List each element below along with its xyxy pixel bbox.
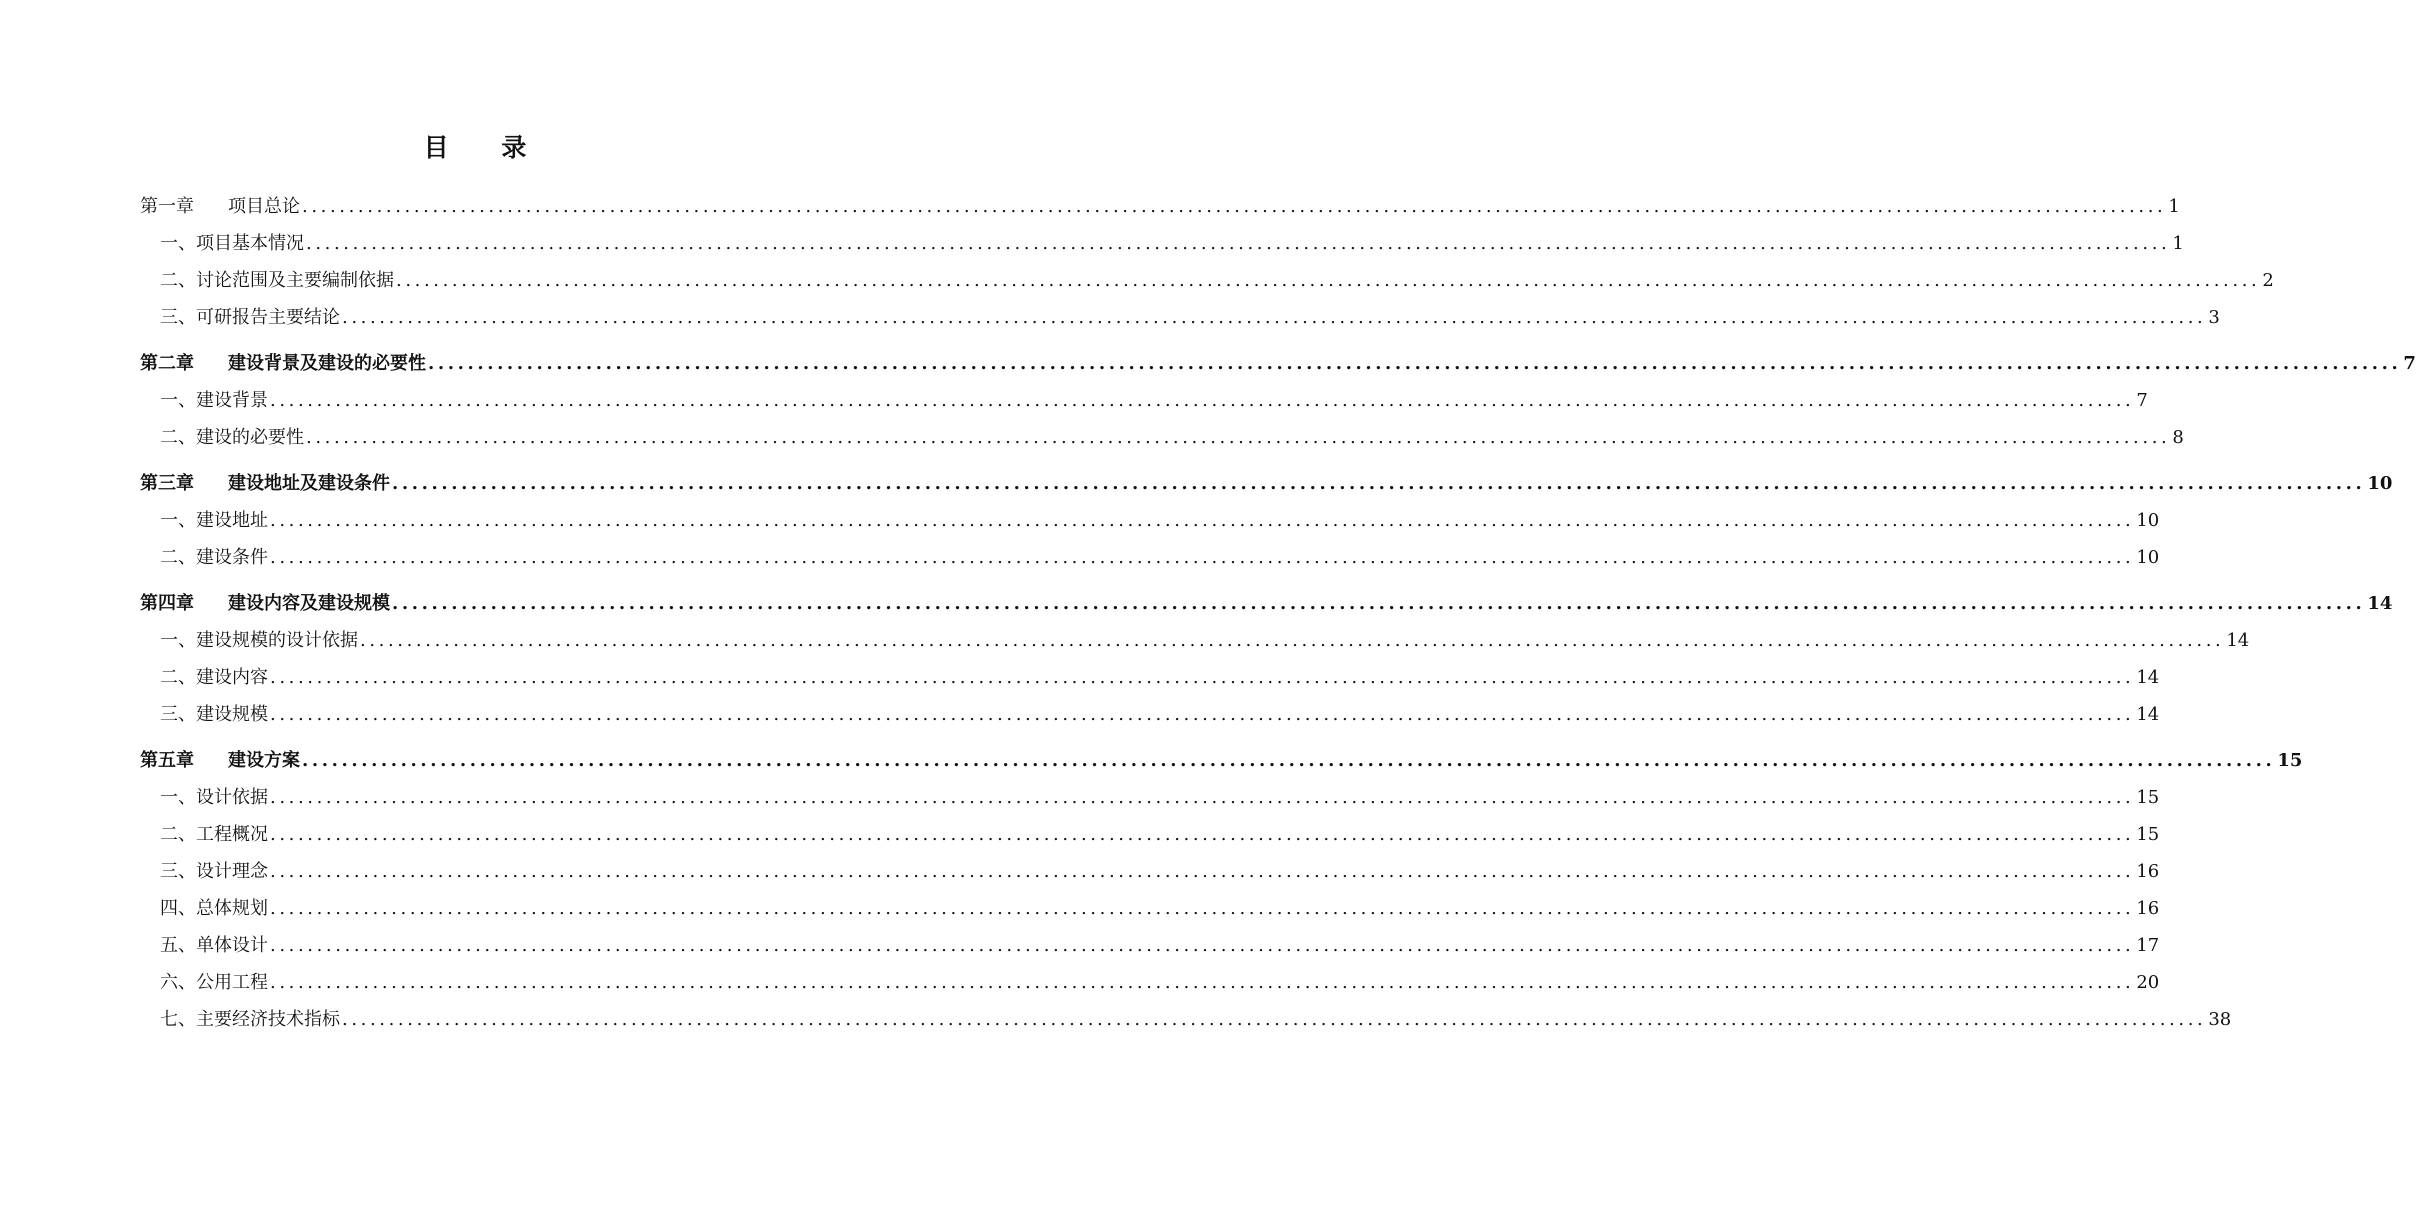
page-number: 15 <box>2277 750 2303 771</box>
toc-section-entry[interactable] <box>140 303 2220 340</box>
entry-title: 六、公用工程 <box>160 972 268 993</box>
toc-section-entry[interactable] <box>140 894 2160 931</box>
entry-title: 一、建设地址 <box>160 510 268 531</box>
toc-section-entry[interactable] <box>140 931 2160 968</box>
toc-entry-label <box>160 931 268 957</box>
toc-entry-label <box>140 349 426 375</box>
dot-leader: ........................................................................................................................................................................................................ <box>302 196 2167 217</box>
toc-chapter-entry[interactable] <box>140 469 2393 506</box>
entry-title: 二、建设内容 <box>160 667 268 688</box>
dot-leader: ........................................................................................................................................................................................................ <box>270 861 2135 882</box>
toc-chapter-entry[interactable] <box>140 589 2393 626</box>
dot-leader: ........................................................................................................................................................................................................ <box>270 935 2135 956</box>
toc-section-entry[interactable] <box>140 543 2160 580</box>
entry-title: 一、项目基本情况 <box>160 233 304 254</box>
toc-entry-label <box>140 746 300 772</box>
toc-section-entry[interactable] <box>140 820 2160 857</box>
entry-title: 建设内容及建设规模 <box>228 593 390 614</box>
page-number: 3 <box>2208 307 2220 328</box>
toc-section-entry[interactable] <box>140 1005 2232 1042</box>
entry-title: 二、建设的必要性 <box>160 427 304 448</box>
dot-leader: ........................................................................................................................................................................................................ <box>342 1009 2207 1030</box>
page-number: 20 <box>2136 972 2160 993</box>
chapter-number: 第二章 <box>140 353 194 374</box>
table-of-contents <box>140 192 2416 1042</box>
entry-title: 建设方案 <box>228 750 300 771</box>
dot-leader: ........................................................................................................................................................................................................ <box>270 787 2135 808</box>
toc-entry-label <box>160 857 268 883</box>
toc-entry-label <box>140 469 390 495</box>
toc-chapter-entry[interactable] <box>140 746 2303 783</box>
entry-title: 二、建设条件 <box>160 547 268 568</box>
toc-entry-label <box>140 192 300 218</box>
page-number: 7 <box>2136 390 2148 411</box>
toc-entry-label <box>160 626 358 652</box>
entry-title: 三、可研报告主要结论 <box>160 307 340 328</box>
page-number: 10 <box>2136 547 2160 568</box>
toc-section-entry[interactable] <box>140 266 2274 303</box>
page-number: 16 <box>2136 898 2160 919</box>
dot-leader: ........................................................................................................................................................................................................ <box>396 270 2261 291</box>
toc-entry-label <box>160 543 268 569</box>
toc-section-entry[interactable] <box>140 423 2184 460</box>
toc-title: 目 录 <box>423 133 549 162</box>
toc-section-entry[interactable] <box>140 229 2184 266</box>
toc-entry-label <box>160 968 268 994</box>
dot-leader: ........................................................................................................................................................................................................ <box>270 510 2135 531</box>
page-number: 38 <box>2208 1009 2232 1030</box>
entry-title: 三、建设规模 <box>160 704 268 725</box>
dot-leader: ........................................................................................................................................................................................................ <box>302 750 2276 771</box>
page-number: 8 <box>2172 427 2184 448</box>
toc-entry-label <box>160 1005 340 1031</box>
page-number: 14 <box>2136 667 2160 688</box>
toc-entry-label <box>160 820 268 846</box>
dot-leader: ........................................................................................................................................................................................................ <box>392 473 2366 494</box>
entry-title: 建设地址及建设条件 <box>228 473 390 494</box>
page-number: 17 <box>2136 935 2160 956</box>
page-number: 10 <box>2367 473 2393 494</box>
toc-entry-label <box>160 423 304 449</box>
page-number: 14 <box>2136 704 2160 725</box>
dot-leader: ........................................................................................................................................................................................................ <box>270 390 2135 411</box>
entry-title: 三、设计理念 <box>160 861 268 882</box>
page-number: 10 <box>2136 510 2160 531</box>
page-number: 16 <box>2136 861 2160 882</box>
toc-entry-label <box>160 266 394 292</box>
dot-leader: ........................................................................................................................................................................................................ <box>342 307 2207 328</box>
page-number: 15 <box>2136 824 2160 845</box>
page-number: 15 <box>2136 787 2160 808</box>
dot-leader: ........................................................................................................................................................................................................ <box>270 667 2135 688</box>
toc-entry-label <box>160 783 268 809</box>
toc-entry-label <box>160 894 268 920</box>
dot-leader: ........................................................................................................................................................................................................ <box>360 630 2225 651</box>
chapter-number: 第一章 <box>140 196 194 217</box>
toc-section-entry[interactable] <box>140 506 2160 543</box>
toc-section-entry[interactable] <box>140 626 2250 663</box>
entry-title: 项目总论 <box>228 196 300 217</box>
dot-leader: ........................................................................................................................................................................................................ <box>270 824 2135 845</box>
chapter-number: 第五章 <box>140 750 194 771</box>
entry-title: 一、建设背景 <box>160 390 268 411</box>
toc-section-entry[interactable] <box>140 968 2160 1005</box>
toc-section-entry[interactable] <box>140 857 2160 894</box>
toc-section-entry[interactable] <box>140 783 2160 820</box>
dot-leader: ........................................................................................................................................................................................................ <box>270 898 2135 919</box>
dot-leader: ........................................................................................................................................................................................................ <box>428 353 2402 374</box>
entry-title: 二、讨论范围及主要编制依据 <box>160 270 394 291</box>
toc-chapter-entry[interactable] <box>140 192 2180 229</box>
page-number: 14 <box>2367 593 2393 614</box>
chapter-number: 第四章 <box>140 593 194 614</box>
toc-entry-label <box>160 229 304 255</box>
toc-entry-label <box>160 700 268 726</box>
toc-section-entry[interactable] <box>140 700 2160 737</box>
page-number: 7 <box>2403 353 2416 374</box>
entry-title: 建设背景及建设的必要性 <box>228 353 426 374</box>
toc-entry-label <box>160 386 268 412</box>
entry-title: 五、单体设计 <box>160 935 268 956</box>
toc-entry-label <box>160 506 268 532</box>
dot-leader: ........................................................................................................................................................................................................ <box>392 593 2366 614</box>
dot-leader: ........................................................................................................................................................................................................ <box>306 233 2171 254</box>
toc-entry-label <box>160 303 340 329</box>
entry-title: 七、主要经济技术指标 <box>160 1009 340 1030</box>
chapter-number: 第三章 <box>140 473 194 494</box>
dot-leader: ........................................................................................................................................................................................................ <box>306 427 2171 448</box>
dot-leader: ........................................................................................................................................................................................................ <box>270 704 2135 725</box>
entry-title: 二、工程概况 <box>160 824 268 845</box>
toc-chapter-entry[interactable] <box>140 349 2416 386</box>
page-number: 2 <box>2262 270 2274 291</box>
entry-title: 四、总体规划 <box>160 898 268 919</box>
dot-leader: ........................................................................................................................................................................................................ <box>270 972 2135 993</box>
toc-entry-label <box>160 663 268 689</box>
toc-section-entry[interactable] <box>140 386 2148 423</box>
toc-section-entry[interactable] <box>140 663 2160 700</box>
dot-leader: ........................................................................................................................................................................................................ <box>270 547 2135 568</box>
entry-title: 一、设计依据 <box>160 787 268 808</box>
page-number: 1 <box>2172 233 2184 254</box>
page-number: 14 <box>2226 630 2250 651</box>
page-number: 1 <box>2168 196 2180 217</box>
toc-entry-label <box>140 589 390 615</box>
entry-title: 一、建设规模的设计依据 <box>160 630 358 651</box>
